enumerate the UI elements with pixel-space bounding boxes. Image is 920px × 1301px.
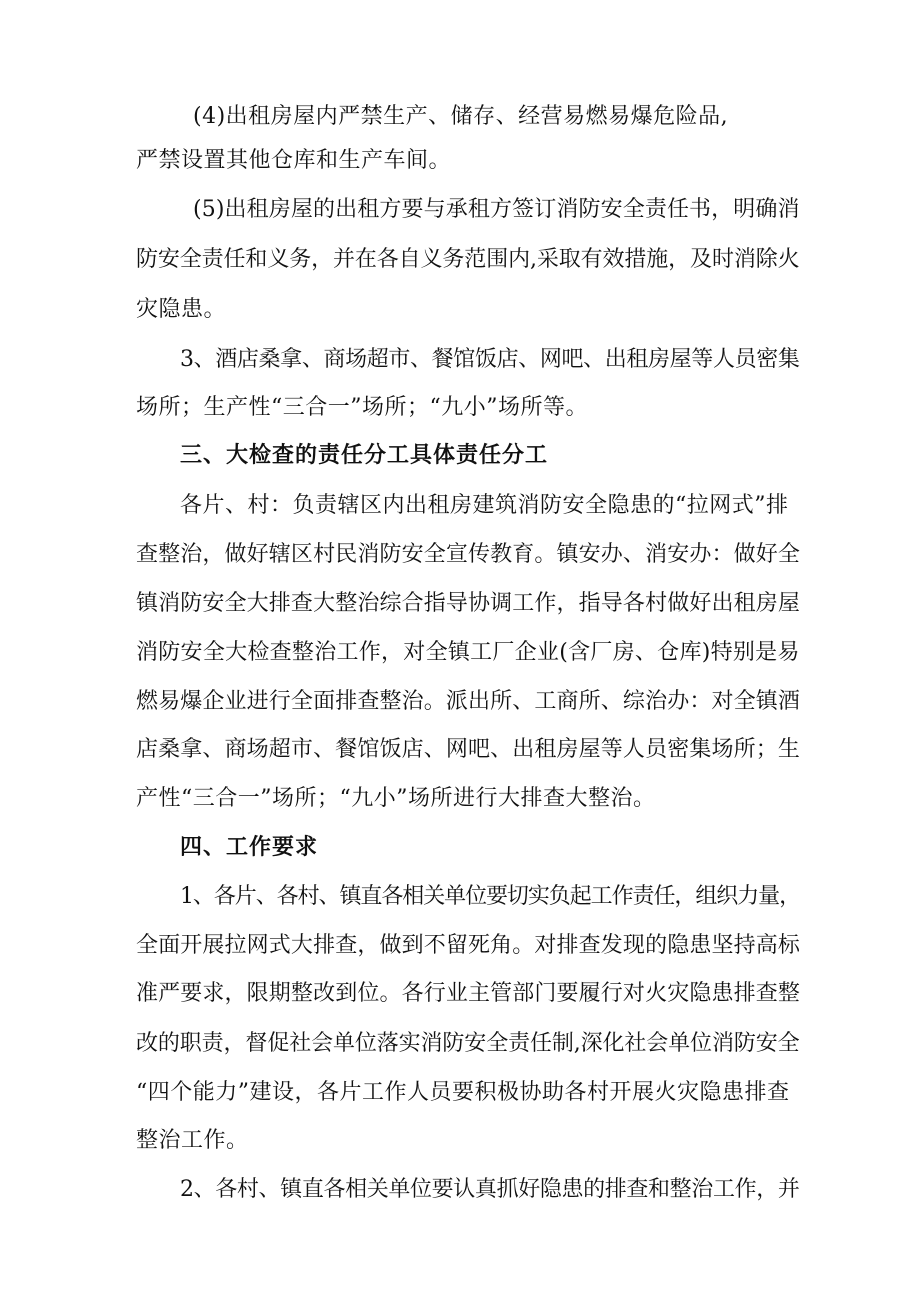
text-line-3: (5)出租房屋的出租方要与承租方签订消防安全责任书，明确消 bbox=[193, 197, 800, 222]
text-line-21: “四个能力”建设，各片工作人员要积极协助各村开展火灾隐患排查 bbox=[136, 1080, 790, 1105]
text-line-14: 店桑拿、商场超市、餐馆饭店、网吧、出租房屋等人员密集场所；生 bbox=[136, 737, 801, 762]
text-line-13: 燃易爆企业进行全面排查整治。派出所、工商所、综治办：对全镇酒 bbox=[136, 689, 801, 714]
text-line-7: 场所；生产性“三合一”场所；“九小”场所等。 bbox=[136, 395, 588, 420]
text-line-5: 灾隐患。 bbox=[136, 297, 227, 322]
text-line-12: 消防安全大检查整治工作，对全镇工厂企业(含厂房、仓库)特别是易 bbox=[136, 640, 800, 665]
text-line-22: 整治工作。 bbox=[136, 1128, 249, 1153]
text-line-17: 1、各片、各村、镇直各相关单位要切实负起工作责任，组织力量， bbox=[180, 884, 800, 909]
text-line-18: 全面开展拉网式大排查，做到不留死角。对排查发现的隐患坚持高标 bbox=[136, 933, 801, 958]
text-line-20: 改的职责，督促社会单位落实消防安全责任制,深化社会单位消防安全 bbox=[136, 1031, 800, 1056]
text-line-23: 2、各村、镇直各相关单位要认真抓好隐患的排查和整治工作，并 bbox=[180, 1177, 800, 1202]
text-line-6: 3、酒店桑拿、商场超市、餐馆饭店、网吧、出租房屋等人员密集 bbox=[180, 347, 800, 372]
section-heading-4: 四、工作要求 bbox=[180, 835, 319, 860]
text-line-10: 查整治，做好辖区村民消防安全宣传教育。镇安办、消安办：做好全 bbox=[136, 542, 801, 567]
text-line-19: 准严要求，限期整改到位。各行业主管部门要履行对火灾隐患排查整 bbox=[136, 981, 801, 1006]
section-heading-3: 三、大检查的责任分工具体责任分工 bbox=[180, 443, 549, 468]
text-line-15: 产性“三合一”场所；“九小”场所进行大排查大整治。 bbox=[136, 786, 656, 811]
text-line-1: (4)出租房屋内严禁生产、储存、经营易燃易爆危险品, bbox=[193, 104, 729, 129]
text-line-11: 镇消防安全大排查大整治综合指导协调工作，指导各村做好出租房屋 bbox=[136, 591, 801, 616]
text-line-2: 严禁设置其他仓库和生产车间。 bbox=[136, 148, 452, 173]
text-line-4: 防安全责任和义务，并在各自义务范围内,采取有效措施，及时消除火 bbox=[136, 247, 800, 272]
text-line-9: 各片、村：负责辖区内出租房建筑消防安全隐患的“拉网式”排 bbox=[180, 493, 789, 518]
